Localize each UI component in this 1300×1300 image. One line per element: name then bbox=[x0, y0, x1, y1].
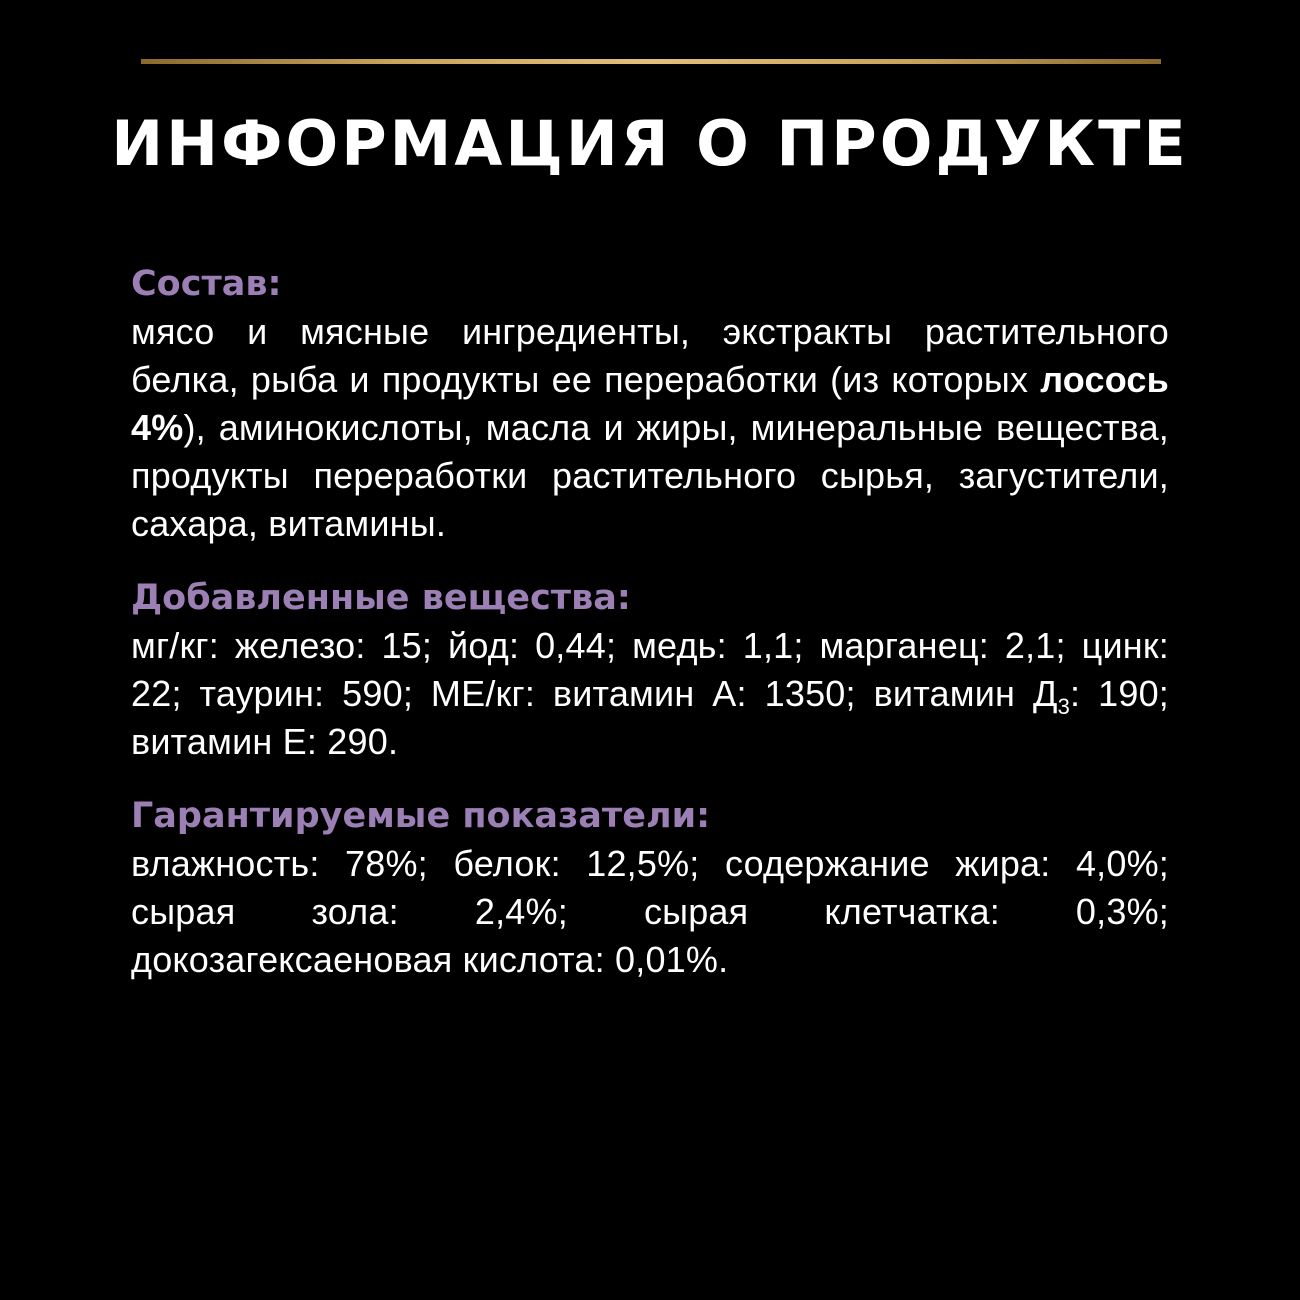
product-info-content bbox=[131, 260, 1169, 1010]
composition-text-part-b: ), аминокислоты, масла и жиры, минеральные вещества, продукты переработки растительного сырья, загустители, сахара, витамины. bbox=[131, 407, 1169, 544]
page-title: ИНФОРМАЦИЯ О ПРОДУКТЕ bbox=[111, 107, 1189, 180]
additives-text bbox=[131, 622, 1169, 766]
additives-section bbox=[131, 574, 1169, 766]
composition-highlight: лосось 4% bbox=[131, 359, 1169, 448]
additives-heading: Добавленные вещества: bbox=[131, 578, 631, 618]
composition-section bbox=[131, 260, 1169, 548]
composition-text bbox=[131, 308, 1169, 548]
composition-heading: Состав: bbox=[131, 264, 282, 304]
vitamin-d-subscript: 3 bbox=[1057, 694, 1071, 719]
additives-text-part-a: мг/кг: железо: 15; йод: 0,44; медь: 1,1; марганец: 2,1; цинк: 22; таурин: 590; МЕ/кг: витамин А: 1350; витамин Д bbox=[131, 625, 1169, 714]
additives-text-part-b: : 190; витамин Е: 290. bbox=[131, 673, 1169, 762]
guaranteed-section bbox=[131, 792, 1169, 984]
guaranteed-heading: Гарантируемые показатели: bbox=[131, 796, 711, 836]
composition-text-part-a: мясо и мясные ингредиенты, экстракты растительного белка, рыба и продукты ее переработки (из которых bbox=[131, 311, 1169, 400]
guaranteed-text: влажность: 78%; белок: 12,5%; содержание жира: 4,0%; сырая зола: 2,4%; сырая клетчатка: 0,3%; докозагексаеновая кислота: 0,01%. bbox=[131, 843, 1169, 980]
gold-divider bbox=[141, 59, 1161, 64]
